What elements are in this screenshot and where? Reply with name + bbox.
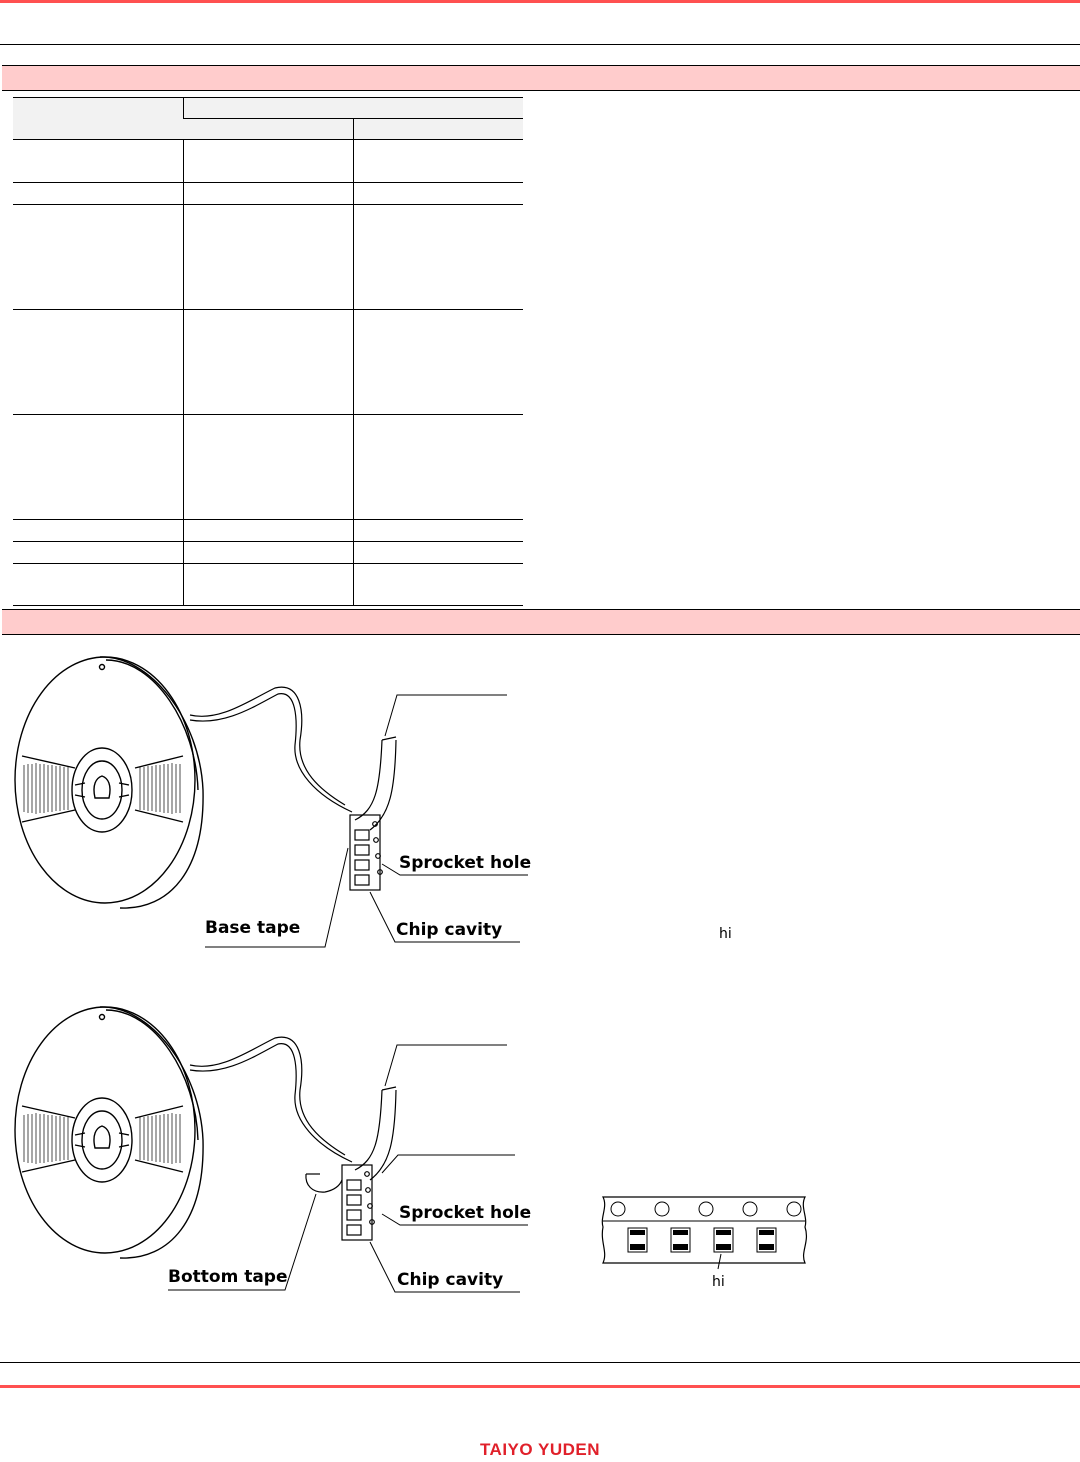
tape-detail-icon	[602, 1197, 806, 1269]
label-base-tape: Base tape	[205, 918, 301, 938]
reel-icon	[15, 657, 203, 908]
table-cell	[353, 564, 523, 606]
table-cell	[13, 564, 183, 606]
brand-logo: TAIYO YUDEN	[479, 1440, 601, 1459]
table-cell	[353, 415, 523, 520]
callout-lines	[205, 695, 528, 947]
tape-strip-icon	[190, 687, 396, 890]
table-header-sub2	[353, 119, 523, 140]
table-cell	[353, 310, 523, 415]
label-chip-cavity: Chip cavity	[396, 920, 503, 940]
section-header-2	[2, 609, 1080, 635]
table-cell	[13, 310, 183, 415]
table-cell	[183, 310, 353, 415]
table-row	[13, 183, 523, 205]
table-cell	[353, 542, 523, 564]
table-cell	[353, 140, 523, 183]
callout-lines	[168, 1045, 528, 1292]
table-cell	[183, 140, 353, 183]
table-header-group	[183, 98, 523, 119]
table-cell	[353, 520, 523, 542]
table-cell	[13, 520, 183, 542]
table-row	[13, 520, 523, 542]
table-row	[13, 564, 523, 606]
reel-icon	[15, 1007, 203, 1258]
spec-table	[13, 97, 523, 606]
reel-diagram-1	[0, 640, 1080, 960]
table-cell	[183, 542, 353, 564]
label-hi: hi	[712, 1274, 725, 1290]
section-header-1	[2, 65, 1080, 91]
table-cell	[13, 415, 183, 520]
table-header-sub1	[183, 119, 353, 140]
table-cell	[183, 205, 353, 310]
table-row	[13, 310, 523, 415]
top-accent-bar	[0, 0, 1080, 3]
table-row	[13, 542, 523, 564]
label-sprocket-hole: Sprocket hole	[399, 853, 532, 873]
header-divider	[0, 44, 1080, 45]
table-cell	[183, 415, 353, 520]
table-cell	[183, 564, 353, 606]
table-cell	[353, 205, 523, 310]
table-cell	[13, 205, 183, 310]
label-sprocket-hole: Sprocket hole	[399, 1203, 532, 1223]
table-row	[13, 205, 523, 310]
table-cell	[183, 183, 353, 205]
tape-strip-icon	[190, 1037, 396, 1240]
label-hi: hi	[719, 926, 732, 942]
table-cell	[13, 140, 183, 183]
table-row	[13, 140, 523, 183]
table-cell	[13, 542, 183, 564]
footer-divider	[0, 1362, 1080, 1363]
table-cell	[183, 520, 353, 542]
footer-accent-bar	[0, 1385, 1080, 1388]
table-row	[13, 415, 523, 520]
label-bottom-tape: Bottom tape	[168, 1267, 288, 1287]
table-cell	[353, 183, 523, 205]
label-chip-cavity: Chip cavity	[397, 1270, 504, 1290]
reel-diagram-2	[0, 990, 1080, 1310]
table-header-item	[13, 98, 183, 140]
table-cell	[13, 183, 183, 205]
